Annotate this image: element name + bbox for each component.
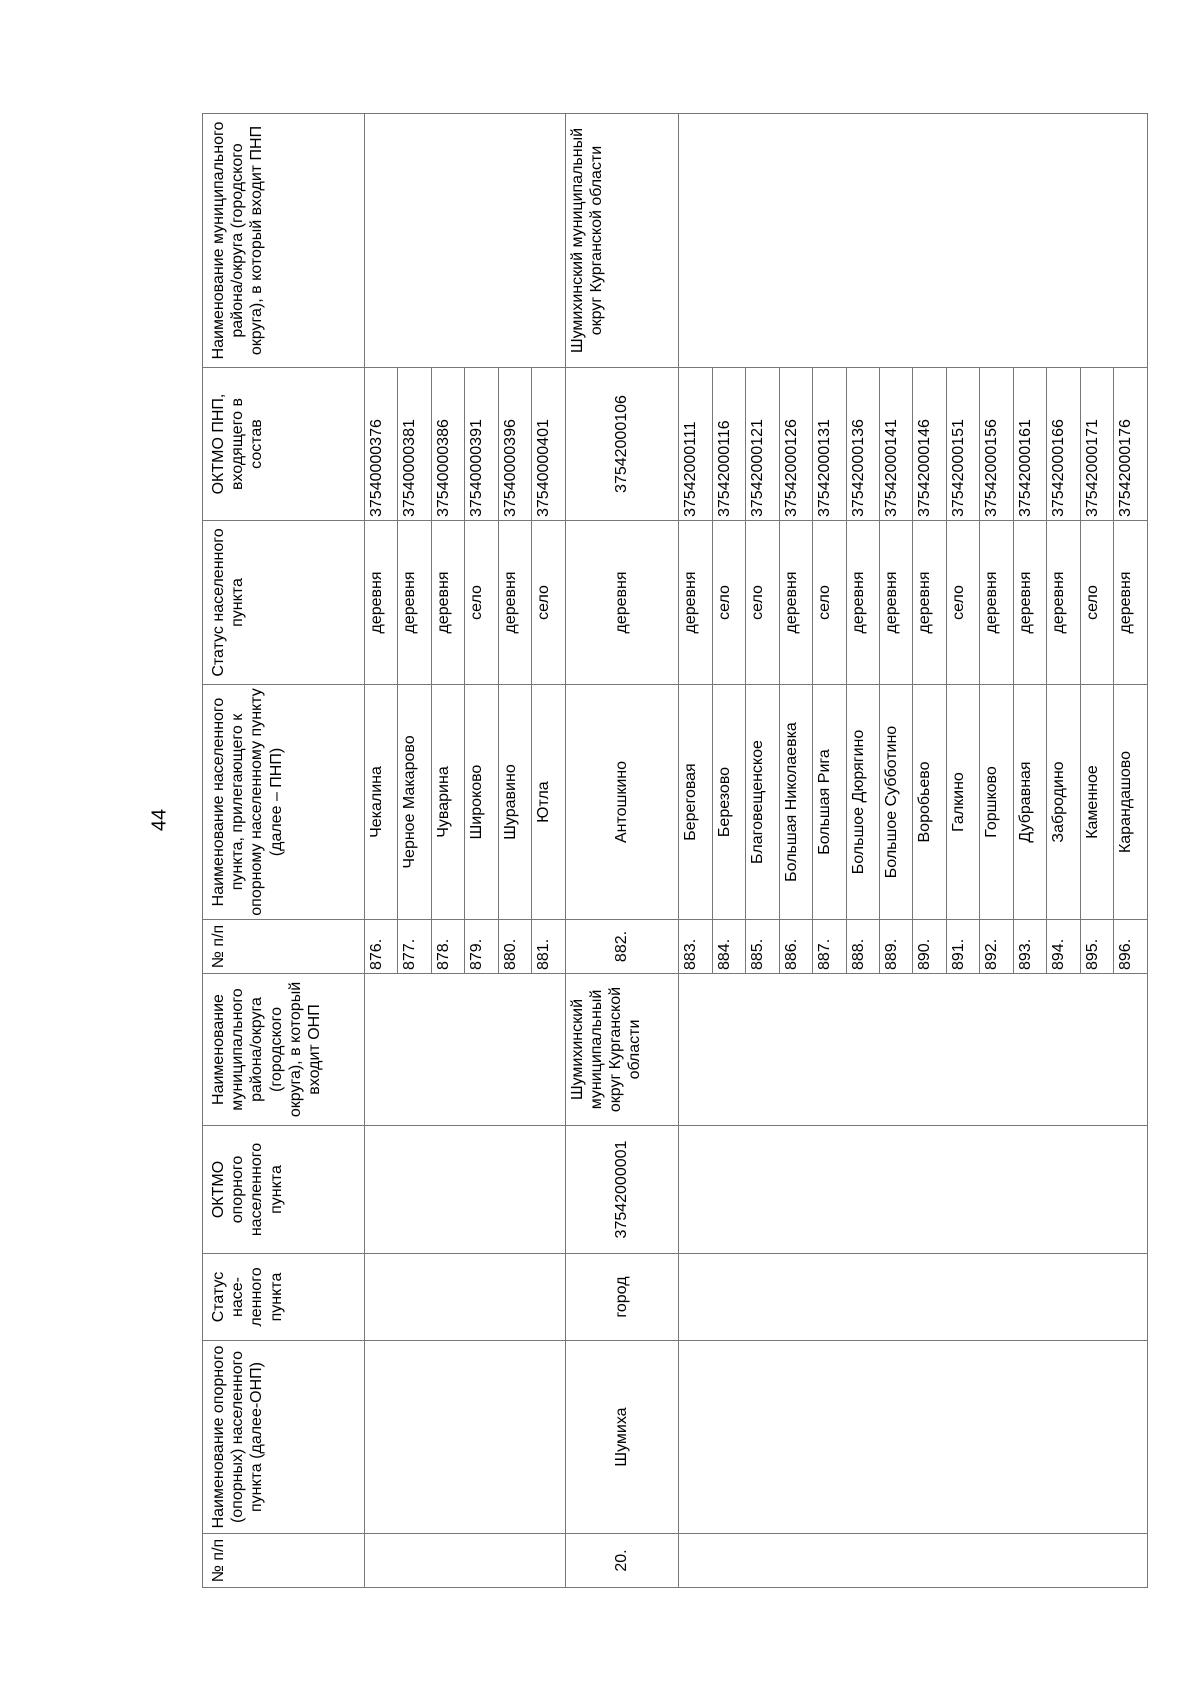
pnp-oktmo: 37542000151	[946, 368, 979, 521]
pnp-name: Большое Дюрягино	[846, 685, 879, 920]
pnp-status: деревня	[779, 521, 812, 685]
header-pnp-oktmo: ОКТМО ПНП, входящего в состав	[203, 368, 365, 521]
empty-cell	[365, 1341, 566, 1534]
header-pnp-num: № п/п	[203, 920, 365, 974]
pnp-status: село	[532, 521, 565, 685]
pnp-oktmo: 37542000171	[1080, 368, 1113, 521]
pnp-status: деревня	[498, 521, 531, 685]
pnp-name: Карандашово	[1114, 685, 1148, 920]
pnp-district: Шумихинский муниципальный округ Курганской области	[565, 114, 678, 368]
pnp-oktmo: 37542000106	[565, 368, 678, 521]
onp-status: город	[565, 1254, 678, 1341]
pnp-status: село	[746, 521, 779, 685]
empty-cell	[365, 1254, 566, 1341]
pnp-number: 887.	[813, 920, 846, 974]
pnp-oktmo: 37542000141	[880, 368, 913, 521]
header-onp-oktmo: ОКТМО опорного населенного пункта	[203, 1126, 365, 1254]
table-row	[679, 114, 712, 1588]
pnp-number: 878.	[431, 920, 464, 974]
pnp-number: 896.	[1114, 920, 1148, 974]
pnp-number: 879.	[465, 920, 498, 974]
pnp-name: Березово	[712, 685, 745, 920]
header-pnp-district: Наименование муниципального района/округа (городского округа), в который входит ПНП	[203, 114, 365, 368]
pnp-status: деревня	[846, 521, 879, 685]
pnp-status: село	[465, 521, 498, 685]
header-pnp-status: Статус населенного пункта	[203, 521, 365, 685]
pnp-name: Галкино	[946, 685, 979, 920]
pnp-number: 885.	[746, 920, 779, 974]
header-onp-district: Наименование муниципального района/округа (городского округа), в который входит ОНП	[203, 974, 365, 1126]
pnp-status: село	[712, 521, 745, 685]
empty-cell	[365, 974, 566, 1126]
pnp-status: село	[946, 521, 979, 685]
onp-district: Шумихинский муниципальный округ Курганской области	[565, 974, 678, 1126]
pnp-name: Воробьево	[913, 685, 946, 920]
pnp-number: 884.	[712, 920, 745, 974]
pnp-status: село	[813, 521, 846, 685]
empty-cell	[365, 114, 566, 368]
pnp-status: деревня	[679, 521, 712, 685]
table-row	[365, 114, 398, 1588]
pnp-oktmo: 37542000161	[1013, 368, 1046, 521]
onp-name: Шумиха	[565, 1341, 678, 1534]
pnp-oktmo: 37542000126	[779, 368, 812, 521]
pnp-oktmo: 37542000156	[980, 368, 1013, 521]
pnp-status: деревня	[913, 521, 946, 685]
pnp-oktmo: 37540000396	[498, 368, 531, 521]
pnp-name: Большое Субботино	[880, 685, 913, 920]
pnp-oktmo: 37542000176	[1114, 368, 1148, 521]
pnp-name: Антошкино	[565, 685, 678, 920]
pnp-name: Каменное	[1080, 685, 1113, 920]
empty-cell	[679, 114, 1148, 368]
rotated-table-container	[202, 114, 1148, 1588]
pnp-name: Чуварина	[431, 685, 464, 920]
pnp-status: село	[1080, 521, 1113, 685]
header-row	[203, 114, 365, 1588]
pnp-oktmo: 37542000136	[846, 368, 879, 521]
pnp-status: деревня	[980, 521, 1013, 685]
empty-cell	[365, 1126, 566, 1254]
empty-cell	[679, 974, 1148, 1126]
pnp-name: Дубравная	[1013, 685, 1046, 920]
pnp-status: деревня	[1013, 521, 1046, 685]
pnp-oktmo: 37542000146	[913, 368, 946, 521]
pnp-number: 894.	[1047, 920, 1080, 974]
pnp-name: Ютла	[532, 685, 565, 920]
pnp-number: 888.	[846, 920, 879, 974]
pnp-number: 895.	[1080, 920, 1113, 974]
pnp-status: деревня	[565, 521, 678, 685]
pnp-name: Большая Николаевка	[779, 685, 812, 920]
onp-oktmo: 37542000001	[565, 1126, 678, 1254]
empty-cell	[365, 1534, 566, 1588]
pnp-number: 891.	[946, 920, 979, 974]
table-row	[565, 114, 678, 1588]
pnp-status: деревня	[1047, 521, 1080, 685]
pnp-number: 882.	[565, 920, 678, 974]
page-number: 44	[148, 808, 171, 832]
settlements-table	[202, 113, 1148, 1588]
pnp-name: Черное Макарово	[398, 685, 431, 920]
pnp-status: деревня	[431, 521, 464, 685]
pnp-oktmo: 37542000166	[1047, 368, 1080, 521]
pnp-oktmo: 37542000121	[746, 368, 779, 521]
pnp-oktmo: 37540000381	[398, 368, 431, 521]
pnp-oktmo: 37542000111	[679, 368, 712, 521]
pnp-name: Благовещенское	[746, 685, 779, 920]
pnp-name: Горшково	[980, 685, 1013, 920]
pnp-oktmo: 37542000131	[813, 368, 846, 521]
onp-number: 20.	[565, 1534, 678, 1588]
pnp-name: Береговая	[679, 685, 712, 920]
header-onp-name: Наименование опорного (опорных) населенного пункта (далее-ОНП)	[203, 1341, 365, 1534]
pnp-number: 890.	[913, 920, 946, 974]
header-pnp-name: Наименование населенного пункта, прилегающего к опорному населенному пункту (далее – ПНП)	[203, 685, 365, 920]
pnp-number: 886.	[779, 920, 812, 974]
pnp-number: 876.	[365, 920, 398, 974]
pnp-oktmo: 37540000401	[532, 368, 565, 521]
empty-cell	[679, 1254, 1148, 1341]
pnp-name: Забродино	[1047, 685, 1080, 920]
pnp-status: деревня	[880, 521, 913, 685]
pnp-status: деревня	[365, 521, 398, 685]
pnp-oktmo: 37542000116	[712, 368, 745, 521]
header-num: № п/п	[203, 1534, 365, 1588]
pnp-number: 889.	[880, 920, 913, 974]
pnp-number: 877.	[398, 920, 431, 974]
header-onp-status: Статус насе-ленного пункта	[203, 1254, 365, 1341]
pnp-name: Чекалина	[365, 685, 398, 920]
pnp-status: деревня	[398, 521, 431, 685]
pnp-number: 883.	[679, 920, 712, 974]
pnp-oktmo: 37540000386	[431, 368, 464, 521]
pnp-name: Большая Рига	[813, 685, 846, 920]
pnp-number: 892.	[980, 920, 1013, 974]
pnp-number: 880.	[498, 920, 531, 974]
empty-cell	[679, 1126, 1148, 1254]
pnp-oktmo: 37540000391	[465, 368, 498, 521]
pnp-oktmo: 37540000376	[365, 368, 398, 521]
pnp-number: 881.	[532, 920, 565, 974]
empty-cell	[679, 1341, 1148, 1534]
pnp-name: Шуравино	[498, 685, 531, 920]
pnp-status: деревня	[1114, 521, 1148, 685]
pnp-number: 893.	[1013, 920, 1046, 974]
pnp-name: Широково	[465, 685, 498, 920]
empty-cell	[679, 1534, 1148, 1588]
